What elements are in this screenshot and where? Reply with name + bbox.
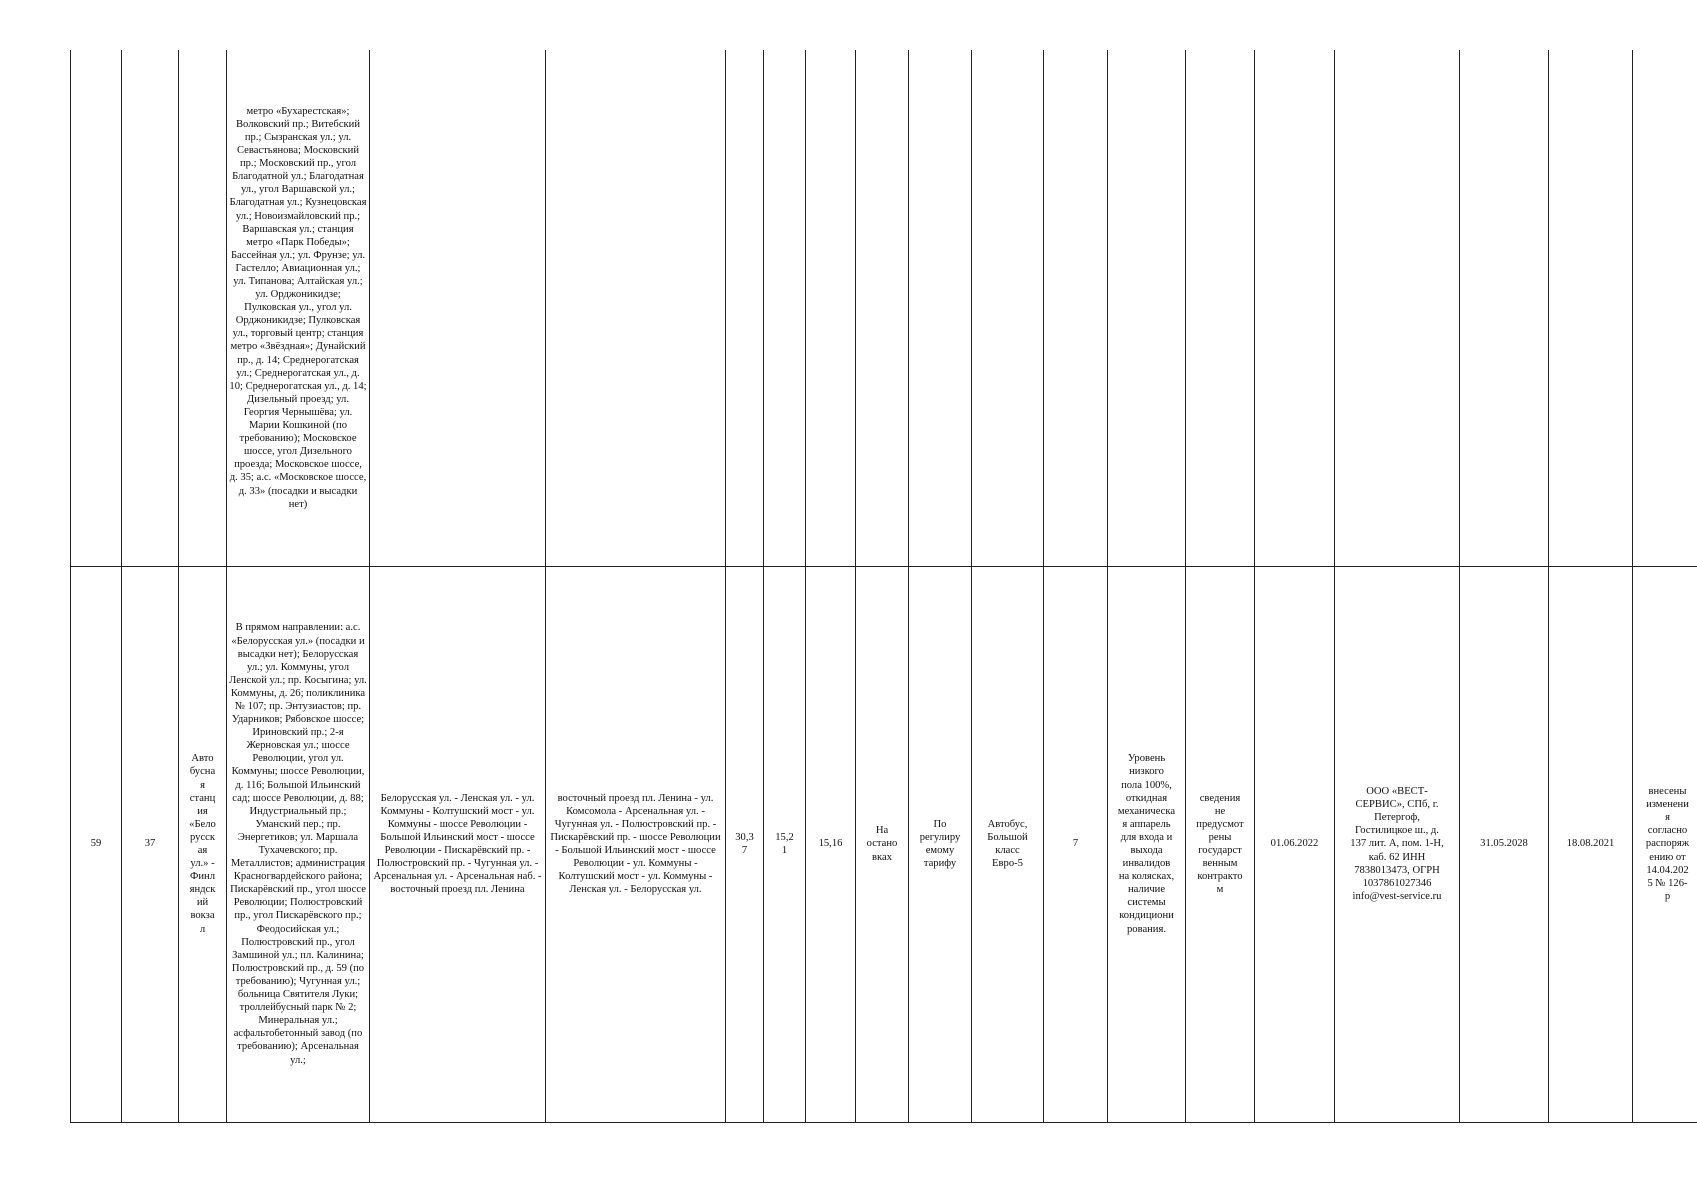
stops-cell: В прямом направлении: а.с. «Белорусская ул.» (посадки и высадки нет); Белорусская ул.; ул. Коммуны, угол Ленской ул.; пр. Косыгина; ул. Коммуны, д. 26; поликлиника № 107; пр. Энтузиастов; пр. Ударников; Рябовское шоссе; Ириновский пр.; 2-я Жерновская ул.; шоссе Революции, угол ул. Коммуны; шоссе Революции, д. 116; Большой Ильинский сад; шоссе Революции, д. 88; Индустриальный пр.; Уманский пер.; пр. Энергетиков; ул. Маршала Тухачевского; пр. Металлистов; администрация Красногвардейского района; Пискарёвский пр., угол шоссе Революции; Полюстровский пр., угол Пискарёвского пр.; Феодосийская ул.; Полюстровский пр., угол Замшиной ул.; пл. Калинина; Полюстровский пр., д. 59 (по требованию); Чугунная ул.; больница Святителя Луки; троллейбусный парк № 2; Минеральная ул.; асфальтобетонный завод (по требованию); Арсенальная ул.;	[227, 566, 370, 1122]
carrier-cell	[1335, 50, 1460, 566]
change-date-cell	[1549, 50, 1633, 566]
note-cell	[1633, 50, 1697, 566]
route-number-cell	[71, 50, 122, 566]
features-cell: Уровень низкого пола 100%, откидная механическа я аппарель для входа и выхода инвалидов на колясках, наличие системы кондициони рования.	[1108, 566, 1186, 1122]
table-row	[71, 50, 1697, 566]
contract-cell: сведения не предусмот рены государст венным контракто м	[1186, 566, 1255, 1122]
contract-cell	[1186, 50, 1255, 566]
bus-count-cell: 7	[1044, 566, 1108, 1122]
features-cell	[1108, 50, 1186, 566]
length-forward-cell: 30,3 7	[726, 566, 764, 1122]
bus-type-cell	[972, 50, 1044, 566]
streets-back-cell	[546, 50, 726, 566]
stops-cell: метро «Бухарестская»; Волковский пр.; Витебский пр.; Сызранская ул.; ул. Севастьянова; Московский пр.; Московский пр., угол Благодатной ул.; Благодатная ул., угол Варшавской ул.; Благодатная ул.; Кузнецовская ул.; Новоизмайловский пр.; Варшавская ул.; станция метро «Парк Победы»; Бассейная ул.; ул. Фрунзе; ул. Гастелло; Авиационная ул.; ул. Типанова; Алтайская ул.; ул. Орджоникидзе; Пулковская ул., угол ул. Орджоникидзе; Пулковская ул., торговый центр; станция метро «Звёздная»; Дунайский пр., д. 14; Среднерогатская ул.; Среднерогатская ул., д. 10; Среднерогатская ул., д. 14; Дизельный проезд; ул. Георгия Чернышёва; ул. Марии Кошкиной (по требованию); Московское шоссе, угол Дизельного проезда; Московское шоссе, д. 35; а.с. «Московское шоссе, д. 33» (посадки и высадки нет)	[227, 50, 370, 566]
end-date-cell	[1460, 50, 1549, 566]
route-registry-table	[70, 50, 1697, 1123]
stop-mode-cell: На остано вках	[856, 566, 909, 1122]
tariff-cell: По регулиру емому тарифу	[909, 566, 972, 1122]
table-row	[71, 566, 1697, 1122]
streets-forward-cell	[370, 50, 546, 566]
bus-type-cell: Автобус, Большой класс Евро-5	[972, 566, 1044, 1122]
streets-forward-cell: Белорусская ул. - Ленская ул. - ул. Коммуны - Колтушский мост - ул. Коммуны - шоссе Революции - Большой Ильинский мост - шоссе Революции - Пискарёвский пр. - Полюстровский пр. - Чугунная ул. - Арсенальная ул. - Арсенальная наб. - восточный проезд пл. Ленина	[370, 566, 546, 1122]
stop-mode-cell	[856, 50, 909, 566]
length-back-cell: 15,2 1	[764, 566, 806, 1122]
route-name-cell: Авто бусна я станц ия «Бело русск ая ул.» - Финл яндск ий вокза л	[179, 566, 227, 1122]
length-back-cell	[764, 50, 806, 566]
route-name-cell	[179, 50, 227, 566]
start-date-cell	[1255, 50, 1335, 566]
length-forward-cell	[726, 50, 764, 566]
tariff-cell	[909, 50, 972, 566]
length-total-cell: 15,16	[806, 566, 856, 1122]
carrier-cell: ООО «ВЕСТ- СЕРВИС», СПб, г. Петергоф, Гостилицкое ш., д. 137 лит. А, пом. 1-Н, каб. 62 ИНН 7838013473, ОГРН 1037861027346 info@vest-service.ru	[1335, 566, 1460, 1122]
registry-number-cell: 37	[122, 566, 179, 1122]
bus-count-cell	[1044, 50, 1108, 566]
length-total-cell	[806, 50, 856, 566]
registry-number-cell	[122, 50, 179, 566]
route-number-cell: 59	[71, 566, 122, 1122]
start-date-cell: 01.06.2022	[1255, 566, 1335, 1122]
change-date-cell: 18.08.2021	[1549, 566, 1633, 1122]
note-cell: внесены изменени я согласно распоряж ению от 14.04.202 5 № 126- р	[1633, 566, 1697, 1122]
streets-back-cell: восточный проезд пл. Ленина - ул. Комсомола - Арсенальная ул. - Чугунная ул. - Полюстровский пр. - Пискарёвский пр. - шоссе Революции - Большой Ильинский мост - шоссе Революции - ул. Коммуны - Колтушский мост - ул. Коммуны - Ленская ул. - Белорусская ул.	[546, 566, 726, 1122]
end-date-cell: 31.05.2028	[1460, 566, 1549, 1122]
